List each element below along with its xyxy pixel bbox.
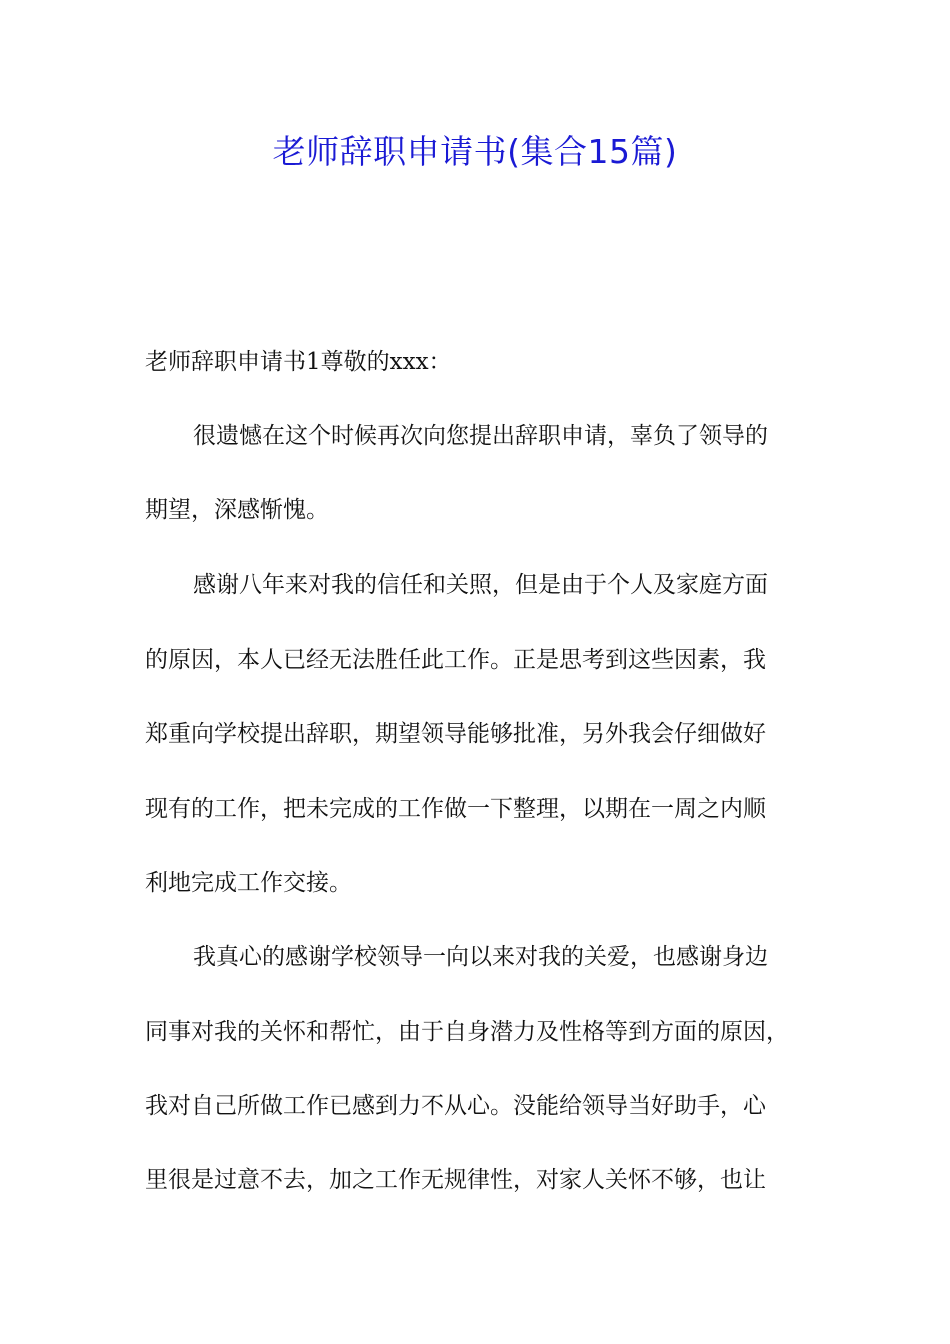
paragraph-line: 利地完成工作交接。 <box>145 870 352 896</box>
paragraph-line: 郑重向学校提出辞职，期望领导能够批准，另外我会仔细做好 <box>145 721 766 747</box>
paragraph-line: 的原因，本人已经无法胜任此工作。正是思考到这些因素，我 <box>145 647 766 673</box>
paragraph-line: 同事对我的关怀和帮忙，由于自身潜力及性格等到方面的原因， <box>145 1019 789 1045</box>
paragraph-line: 感谢八年来对我的信任和关照，但是由于个人及家庭方面 <box>193 572 768 598</box>
paragraph-line: 现有的工作，把未完成的工作做一下整理，以期在一周之内顺 <box>145 796 766 822</box>
paragraph-line: 很遗憾在这个时候再次向您提出辞职申请，辜负了领导的 <box>193 423 768 449</box>
paragraph-line: 我对自己所做工作已感到力不从心。没能给领导当好助手，心 <box>145 1093 766 1119</box>
paragraph-line: 我真心的感谢学校领导一向以来对我的关爱，也感谢身边 <box>193 944 768 970</box>
salutation-line: 老师辞职申请书1尊敬的xxx： <box>145 349 452 375</box>
paragraph-line: 期望，深感惭愧。 <box>145 497 329 523</box>
document-title: 老师辞职申请书(集合15篇) <box>272 132 678 171</box>
paragraph-line: 里很是过意不去，加之工作无规律性，对家人关怀不够，也让 <box>145 1167 766 1193</box>
